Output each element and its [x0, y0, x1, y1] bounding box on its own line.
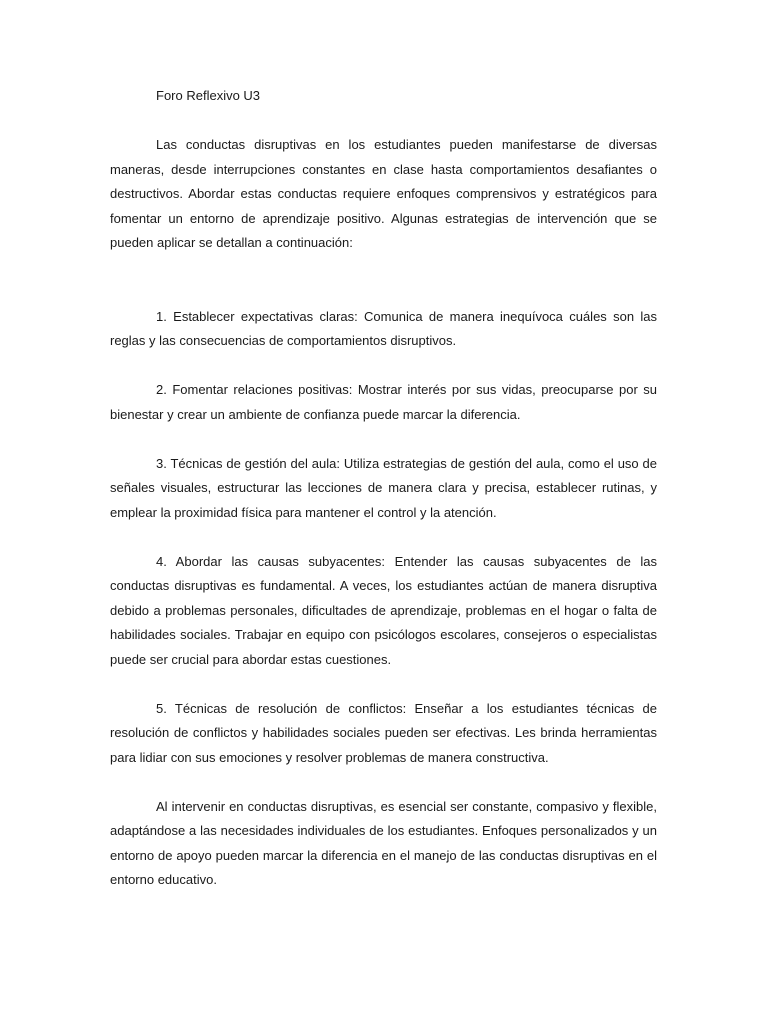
paragraph-strategy-1: 1. Establecer expectativas claras: Comunica de manera inequívoca cuáles son las reglas y las consecuencias de comportamientos disruptivos. [110, 308, 657, 348]
paragraph-conclusion: Al intervenir en conductas disruptivas, es esencial ser constante, compasivo y flexible, adaptándose a las necesidades individuales de los estudiantes. Enfoques personalizados y un entorno de apoyo pueden marcar la diferencia en el manejo de las conductas disruptivas en el entorno educativo. [110, 798, 657, 887]
paragraph-strategy-3: 3. Técnicas de gestión del aula: Utiliza estrategias de gestión del aula, como el uso de señales visuales, estructurar las lecciones de manera clara y precisa, establecer rutinas, y emplear la proximidad física para mantener el control y la atención. [110, 455, 657, 520]
paragraph-strategy-2: 2. Fomentar relaciones positivas: Mostrar interés por sus vidas, preocuparse por su bienestar y crear un ambiente de confianza puede marcar la diferencia. [110, 382, 657, 422]
paragraph-strategy-5: 5. Técnicas de resolución de conflictos: Enseñar a los estudiantes técnicas de resolución de conflictos y habilidades sociales pueden ser efectivas. Les brinda herramientas para lidiar con sus emociones y resolver problemas de manera constructiva. [110, 700, 657, 765]
paragraph-strategy-4: 4. Abordar las causas subyacentes: Entender las causas subyacentes de las conductas disruptivas es fundamental. A veces, los estudiantes actúan de manera disruptiva debido a problemas personales, dificultades de aprendizaje, problemas en el hogar o falta de habilidades sociales. Trabajar en equipo con psicólogos escolares, consejeros o especialistas puede ser crucial para abordar estas cuestiones. [110, 553, 657, 667]
paragraph-intro: Las conductas disruptivas en los estudiantes pueden manifestarse de diversas maneras, desde interrupciones constantes en clase hasta comportamientos desafiantes o destructivos. Abordar estas conductas requiere enfoques comprensivos y estratégicos para fomentar un entorno de aprendizaje positivo. Algunas estrategias de intervención que se pueden aplicar se detallan a continuación: [110, 137, 657, 250]
document-body [110, 84, 657, 917]
document-title: Foro Reflexivo U3 [156, 88, 261, 103]
